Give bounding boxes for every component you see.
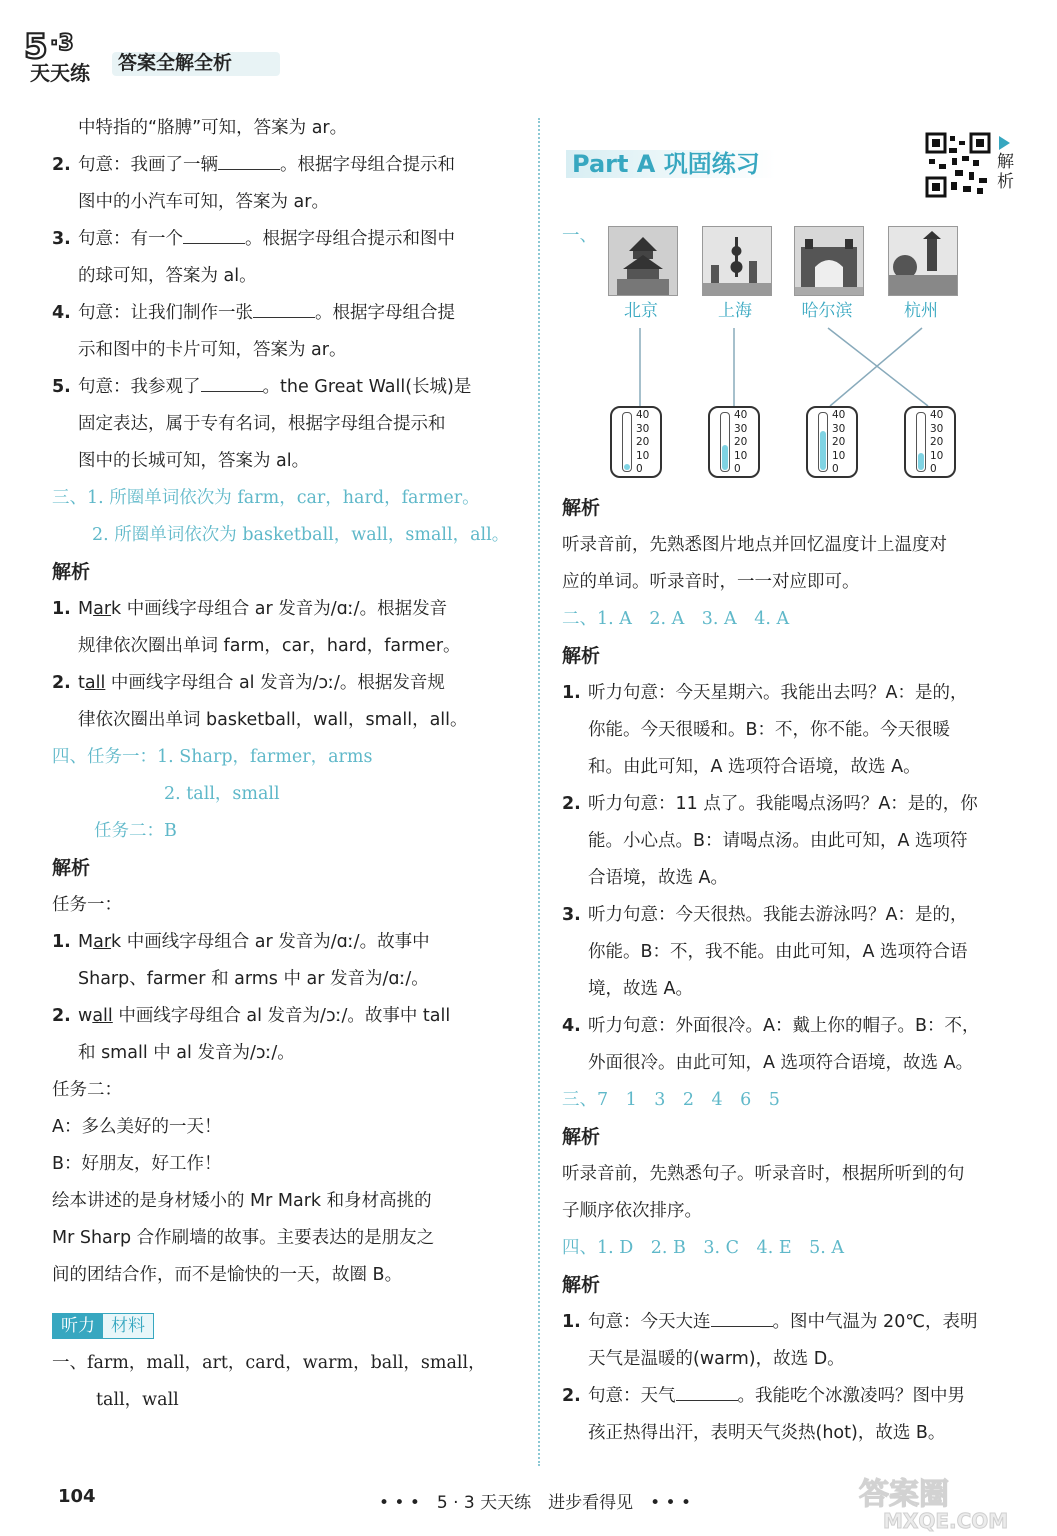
jiexi-heading: 解析 bbox=[52, 561, 91, 583]
jiexi-heading: 解析 bbox=[562, 645, 601, 667]
text-line: 境，故选 A。 bbox=[588, 979, 694, 999]
thermometer-fill bbox=[722, 445, 728, 470]
city-photo-beijing bbox=[608, 226, 678, 296]
brand-logo bbox=[20, 20, 106, 84]
text-line: 规律依次圈出单词 farm，car，hard，farmer。 bbox=[78, 636, 461, 656]
numbered-line: 1. Mark 中画线字母组合 ar 发音为/ɑː/。根据发音 bbox=[52, 599, 448, 619]
answer-blank bbox=[201, 375, 263, 392]
numbered-line: 3. 听力句意：今天很热。我能去游泳吗？A：是的， bbox=[562, 905, 968, 925]
svg-text:答案圈: 答案圈 bbox=[859, 1477, 949, 1512]
text-line: 孩正热得出汗，表明天气炎热(hot)，故选 B。 bbox=[588, 1423, 946, 1443]
task-heading: 任务二： bbox=[52, 1080, 122, 1100]
svg-text:5: 5 bbox=[24, 27, 48, 67]
text-line: A：多么美好的一天！ bbox=[52, 1117, 222, 1137]
svg-text:天天练: 天天练 bbox=[30, 61, 90, 84]
city-photo-harbin bbox=[794, 226, 864, 296]
text-line: 你能。B：不，我不能。由此可知，A 选项符合语 bbox=[588, 942, 968, 962]
left-column bbox=[52, 110, 512, 1419]
numbered-line: 1. 句意：今天大连 。图中气温为 20℃，表明 bbox=[562, 1312, 978, 1332]
numbered-line: 2. 句意：我画了一辆 。根据字母组合提示和 bbox=[52, 155, 455, 175]
svg-text:MXQE.COM: MXQE.COM bbox=[883, 1509, 1009, 1532]
answer-sec4-b: 2. tall，small bbox=[164, 784, 280, 804]
qr-code-icon bbox=[925, 132, 991, 198]
numbered-line: 1. Mark 中画线字母组合 ar 发音为/ɑː/。故事中 bbox=[52, 932, 430, 952]
text-line: 天气是温暖的(warm)，故选 D。 bbox=[588, 1349, 845, 1369]
text-line: 示和图中的卡片可知，答案为 ar。 bbox=[78, 340, 347, 360]
footer-slogan: • • • 5 · 3 天天练 进步看得见 • • • bbox=[378, 1493, 692, 1513]
answer-sec4-c: 任务二：B bbox=[94, 821, 177, 841]
page-number: 104 bbox=[58, 1486, 96, 1507]
jiexi-heading: 解析 bbox=[562, 497, 601, 519]
jiexi-heading: 解析 bbox=[562, 1274, 601, 1296]
answer-sec3-a: 三、1. 所圈单词依次为 farm，car，hard，farmer。 bbox=[52, 488, 480, 508]
numbered-line: 4. 句意：让我们制作一张 。根据字母组合提 bbox=[52, 303, 455, 323]
text-line: 能。小心点。B：请喝点汤。由此可知，A 选项符 bbox=[588, 831, 968, 851]
text-line: Sharp、farmer 和 arms 中 ar 发音为/ɑː/。 bbox=[78, 969, 429, 989]
text-line: Mr Sharp 合作刷墙的故事。主要表达的是朋友之 bbox=[52, 1228, 435, 1248]
text-line: 图中的长城可知，答案为 al。 bbox=[78, 451, 310, 471]
answer-sec3-b: 2. 所圈单词依次为 basketball，wall，small，all。 bbox=[92, 525, 510, 545]
answer-blank bbox=[253, 301, 315, 318]
text-line: 绘本讲述的是身材矮小的 Mr Mark 和身材高挑的 bbox=[52, 1191, 432, 1211]
city-label: 上海 bbox=[718, 301, 752, 321]
listening-tag-row bbox=[52, 1308, 512, 1345]
text-line: 你能。今天很暖和。B：不，你不能。今天很暖 bbox=[588, 720, 951, 740]
text-line: 外面很冷。由此可知，A 选项符合语境，故选 A。 bbox=[588, 1053, 974, 1073]
text-line: 听录音前，先熟悉图片地点并回忆温度计上温度对 bbox=[562, 535, 947, 555]
text-line: 和 small 中 al 发音为/ɔː/。 bbox=[78, 1043, 295, 1063]
numbered-line: 2. wall 中画线字母组合 al 发音为/ɔː/。故事中 tall bbox=[52, 1006, 451, 1026]
text-line: 和。由此可知，A 选项符合语境，故选 A。 bbox=[588, 757, 921, 777]
jiexi-heading: 解析 bbox=[52, 857, 91, 879]
city-label: 杭州 bbox=[904, 301, 938, 321]
play-icon bbox=[999, 136, 1010, 150]
part-title: Part A 巩固练习 bbox=[572, 150, 760, 178]
answer-sec4: 四、1. D 2. B 3. C 4. E 5. A bbox=[562, 1238, 844, 1258]
text-line: B：好朋友，好工作！ bbox=[52, 1154, 222, 1174]
numbered-line: 1. 听力句意：今天星期六。我能出去吗？A：是的， bbox=[562, 683, 968, 703]
numbered-line: 2. 听力句意：11 点了。我能喝点汤吗？A：是的，你 bbox=[562, 794, 978, 814]
task-heading: 任务一： bbox=[52, 895, 122, 915]
text-line: 合语境，故选 A。 bbox=[588, 868, 729, 888]
listening-line: tall，wall bbox=[96, 1390, 179, 1410]
answer-sec4-a: 四、任务一：1. Sharp，farmer，arms bbox=[52, 747, 373, 767]
text-line: 听录音前，先熟悉句子。听录音时，根据所听到的句 bbox=[562, 1164, 965, 1184]
thermometer: 40 30 20 10 0 bbox=[610, 406, 662, 478]
numbered-line: 2. tall 中画线字母组合 al 发音为/ɔː/。根据发音规 bbox=[52, 673, 445, 693]
answer-sec3: 三、7 1 3 2 4 6 5 bbox=[562, 1090, 780, 1110]
qr-label: 解析 bbox=[997, 152, 1014, 192]
thermometer: 40 30 20 10 0 bbox=[904, 406, 956, 478]
text-line: 中特指的“胳膊”可知，答案为 ar。 bbox=[78, 118, 348, 138]
numbered-line: 3. 句意：有一个 。根据字母组合提示和图中 bbox=[52, 229, 455, 249]
answer-blank bbox=[218, 153, 280, 170]
numbered-line: 4. 听力句意：外面很冷。A：戴上你的帽子。B：不， bbox=[562, 1016, 980, 1036]
numbered-line: 5. 句意：我参观了 。the Great Wall(长城)是 bbox=[52, 377, 472, 397]
section-label: 一、 bbox=[562, 226, 597, 246]
right-column bbox=[562, 490, 1032, 1452]
numbered-line: 2. 句意：天气 。我能吃个冰激凌吗？图中男 bbox=[562, 1386, 965, 1406]
city-photo-shanghai bbox=[702, 226, 772, 296]
watermark-logo bbox=[849, 1470, 1039, 1532]
thermometer-fill bbox=[820, 431, 826, 470]
text-line: 应的单词。听录音时，一一对应即可。 bbox=[562, 572, 860, 592]
listening-material-tag: 听力 材料 bbox=[52, 1313, 154, 1339]
thermometer-fill bbox=[624, 464, 630, 470]
answer-blank bbox=[183, 227, 245, 244]
text-line: 图中的小汽车可知，答案为 ar。 bbox=[78, 192, 329, 212]
answer-blank bbox=[676, 1384, 738, 1401]
svg-text:·3: ·3 bbox=[50, 31, 74, 56]
jiexi-heading: 解析 bbox=[562, 1126, 601, 1148]
city-photo-hangzhou bbox=[888, 226, 958, 296]
text-line: 子顺序依次排序。 bbox=[562, 1201, 702, 1221]
column-divider bbox=[538, 118, 540, 1466]
city-label: 哈尔滨 bbox=[801, 301, 853, 321]
answer-sec2: 二、1. A 2. A 3. A 4. A bbox=[562, 609, 790, 629]
answer-blank bbox=[711, 1310, 773, 1327]
text-line: 间的团结合作，而不是愉快的一天，故圈 B。 bbox=[52, 1265, 403, 1285]
listening-line: 一、farm，mall，art，card，warm，ball，small， bbox=[52, 1353, 486, 1373]
page-header-title: 答案全解全析 bbox=[118, 52, 233, 74]
text-line: 固定表达，属于专有名词，根据字母组合提示和 bbox=[78, 414, 446, 434]
thermometer-fill bbox=[918, 453, 924, 470]
thermometer: 40 30 20 10 0 bbox=[708, 406, 760, 478]
matching-figure bbox=[562, 218, 1032, 486]
thermometer: 40 30 20 10 0 bbox=[806, 406, 858, 478]
city-label: 北京 bbox=[624, 301, 658, 321]
text-line: 的球可知，答案为 al。 bbox=[78, 266, 257, 286]
text-line: 律依次圈出单词 basketball，wall，small，all。 bbox=[78, 710, 468, 730]
